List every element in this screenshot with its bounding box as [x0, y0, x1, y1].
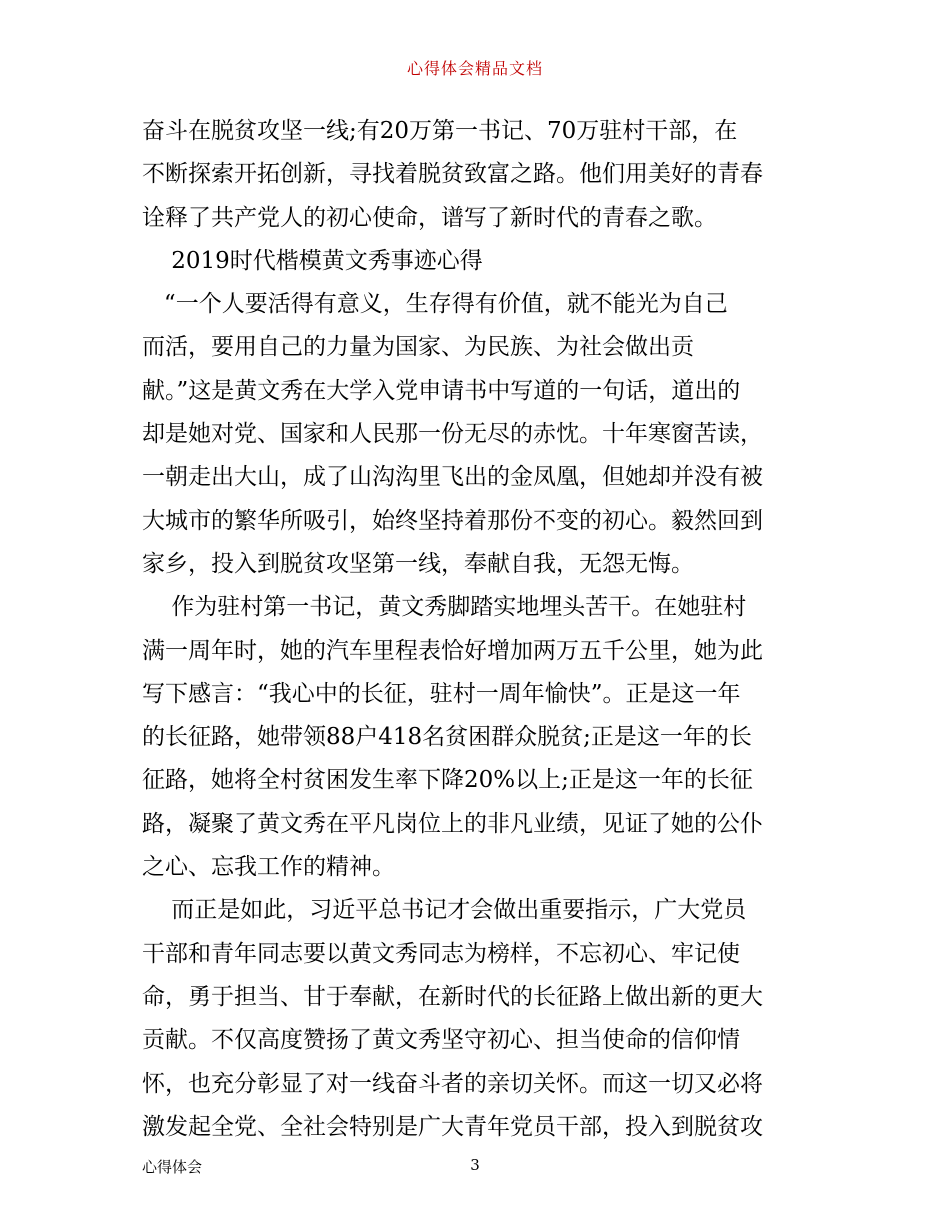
text-line: 贡献。不仅高度赞扬了黄文秀坚守初心、担当使命的信仰情: [142, 1027, 740, 1054]
text-line: 怀，也充分彰显了对一线奋斗者的亲切关怀。而这一切又必将: [142, 1070, 763, 1097]
text-line: 作为驻村第一书记，黄文秀脚踏实地埋头苦干。在她驻村: [142, 594, 747, 621]
section-heading: 2019时代楷模黄文秀事迹心得: [142, 247, 483, 274]
text-line: 家乡，投入到脱贫攻坚第一线，奉献自我，无怨无悔。: [142, 550, 694, 577]
page-header-title: 心得体会精品文档: [406, 59, 543, 78]
text-line: 路，凝聚了黄文秀在平凡岗位上的非凡业绩，见证了她的公仆: [142, 810, 763, 837]
text-line: 征路，她将全村贫困发生率下降20%以上;正是这一年的长征: [142, 767, 753, 794]
text-line: 而活，要用自己的力量为国家、为民族、为社会做出贡: [142, 334, 694, 361]
text-line: 的长征路，她带领88户418名贫困群众脱贫;正是这一年的长: [142, 724, 752, 751]
text-line: 不断探索开拓创新，寻找着脱贫致富之路。他们用美好的青春: [142, 161, 763, 188]
text-line: 诠释了共产党人的初心使命，谱写了新时代的青春之歌。: [142, 204, 717, 231]
text-line: 干部和青年同志要以黄文秀同志为榜样，不忘初心、牢记使: [142, 940, 740, 967]
text-line: 而正是如此，习近平总书记才会做出重要指示，广大党员: [142, 897, 747, 924]
text-line: 却是她对党、国家和人民那一份无尽的赤忱。十年寒窗苦读，: [142, 421, 763, 448]
text-line: 满一周年时，她的汽车里程表恰好增加两万五千公里，她为此: [142, 637, 763, 664]
document-body: [142, 110, 814, 1149]
text-line: 写下感言：“我心中的长征，驻村一周年愉快”。正是这一年: [142, 680, 741, 707]
text-line: 奋斗在脱贫攻坚一线;有20万第一书记、70万驻村干部，在: [142, 118, 738, 144]
text-line: “一个人要活得有意义，生存得有价值，就不能光为自己: [142, 291, 728, 318]
text-line: 大城市的繁华所吸引，始终坚持着那份不变的初心。毅然回到: [142, 507, 763, 534]
text-line: 一朝走出大山，成了山沟沟里飞出的金凤凰，但她却并没有被: [142, 464, 763, 491]
footer-label: 心得体会: [142, 1158, 203, 1176]
text-line: 命，勇于担当、甘于奉献，在新时代的长征路上做出新的更大: [142, 983, 763, 1010]
text-line: 激发起全党、全社会特别是广大青年党员干部，投入到脱贫攻: [142, 1113, 763, 1140]
page-number: 3: [470, 1156, 480, 1174]
text-line: 献。”这是黄文秀在大学入党申请书中写道的一句话，道出的: [142, 377, 741, 404]
text-line: 之心、忘我工作的精神。: [142, 854, 395, 881]
